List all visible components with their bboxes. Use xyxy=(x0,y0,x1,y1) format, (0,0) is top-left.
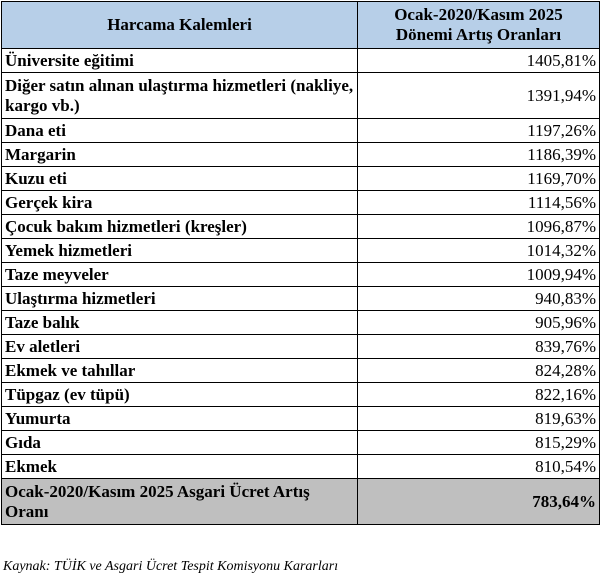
table-row xyxy=(2,167,600,191)
table-header-row xyxy=(2,2,600,49)
row-item: Yumurta xyxy=(2,407,358,431)
row-item: Diğer satın alınan ulaştırma hizmetleri (nakliye, kargo vb.) xyxy=(2,73,358,119)
table-row xyxy=(2,455,600,479)
source-note: Kaynak: TÜİK ve Asgari Ücret Tespit Komisyonu Kararları xyxy=(3,559,339,574)
row-value: 824,28% xyxy=(358,359,600,383)
row-value: 839,76% xyxy=(358,335,600,359)
row-value: 1405,81% xyxy=(358,49,600,73)
row-value: 1197,26% xyxy=(358,119,600,143)
row-value: 810,54% xyxy=(358,455,600,479)
table-row xyxy=(2,287,600,311)
table-row xyxy=(2,263,600,287)
table-row xyxy=(2,119,600,143)
row-value: 940,83% xyxy=(358,287,600,311)
table-row xyxy=(2,49,600,73)
row-value: 905,96% xyxy=(358,311,600,335)
row-value: 1391,94% xyxy=(358,73,600,119)
header-period-label: Ocak-2020/Kasım 2025 xyxy=(394,5,563,24)
row-value: 815,29% xyxy=(358,431,600,455)
row-item: Kuzu eti xyxy=(2,167,358,191)
row-item: Margarin xyxy=(2,143,358,167)
row-value: 1114,56% xyxy=(358,191,600,215)
row-item: Taze balık xyxy=(2,311,358,335)
table-row xyxy=(2,383,600,407)
row-value: 1169,70% xyxy=(358,167,600,191)
row-item: Taze meyveler xyxy=(2,263,358,287)
row-value: 822,16% xyxy=(358,383,600,407)
table-row xyxy=(2,311,600,335)
row-item: Üniversite eğitimi xyxy=(2,49,358,73)
table-row xyxy=(2,407,600,431)
header-rates-label: Dönemi Artış Oranları xyxy=(395,25,562,44)
table-row xyxy=(2,143,600,167)
row-value: 1009,94% xyxy=(358,263,600,287)
row-item: Dana eti xyxy=(2,119,358,143)
minimum-wage-value: 783,64% xyxy=(358,479,600,525)
table-row xyxy=(2,191,600,215)
table-row xyxy=(2,335,600,359)
table-row xyxy=(2,215,600,239)
header-increase-rates xyxy=(358,2,600,49)
row-item: Çocuk bakım hizmetleri (kreşler) xyxy=(2,215,358,239)
header-expense-items: Harcama Kalemleri xyxy=(2,2,358,49)
row-item: Gıda xyxy=(2,431,358,455)
row-item: Tüpgaz (ev tüpü) xyxy=(2,383,358,407)
row-value: 1186,39% xyxy=(358,143,600,167)
row-value: 1096,87% xyxy=(358,215,600,239)
row-item: Yemek hizmetleri xyxy=(2,239,358,263)
table-row xyxy=(2,431,600,455)
row-item: Ekmek ve tahıllar xyxy=(2,359,358,383)
row-item: Ev aletleri xyxy=(2,335,358,359)
minimum-wage-row xyxy=(2,479,600,525)
minimum-wage-label: Ocak-2020/Kasım 2025 Asgari Ücret Artış Oranı xyxy=(2,479,358,525)
price-increase-table xyxy=(1,1,600,525)
row-value: 1014,32% xyxy=(358,239,600,263)
row-item: Ulaştırma hizmetleri xyxy=(2,287,358,311)
table-row xyxy=(2,359,600,383)
table-row xyxy=(2,239,600,263)
row-value: 819,63% xyxy=(358,407,600,431)
row-item: Gerçek kira xyxy=(2,191,358,215)
row-item: Ekmek xyxy=(2,455,358,479)
table-row xyxy=(2,73,600,119)
